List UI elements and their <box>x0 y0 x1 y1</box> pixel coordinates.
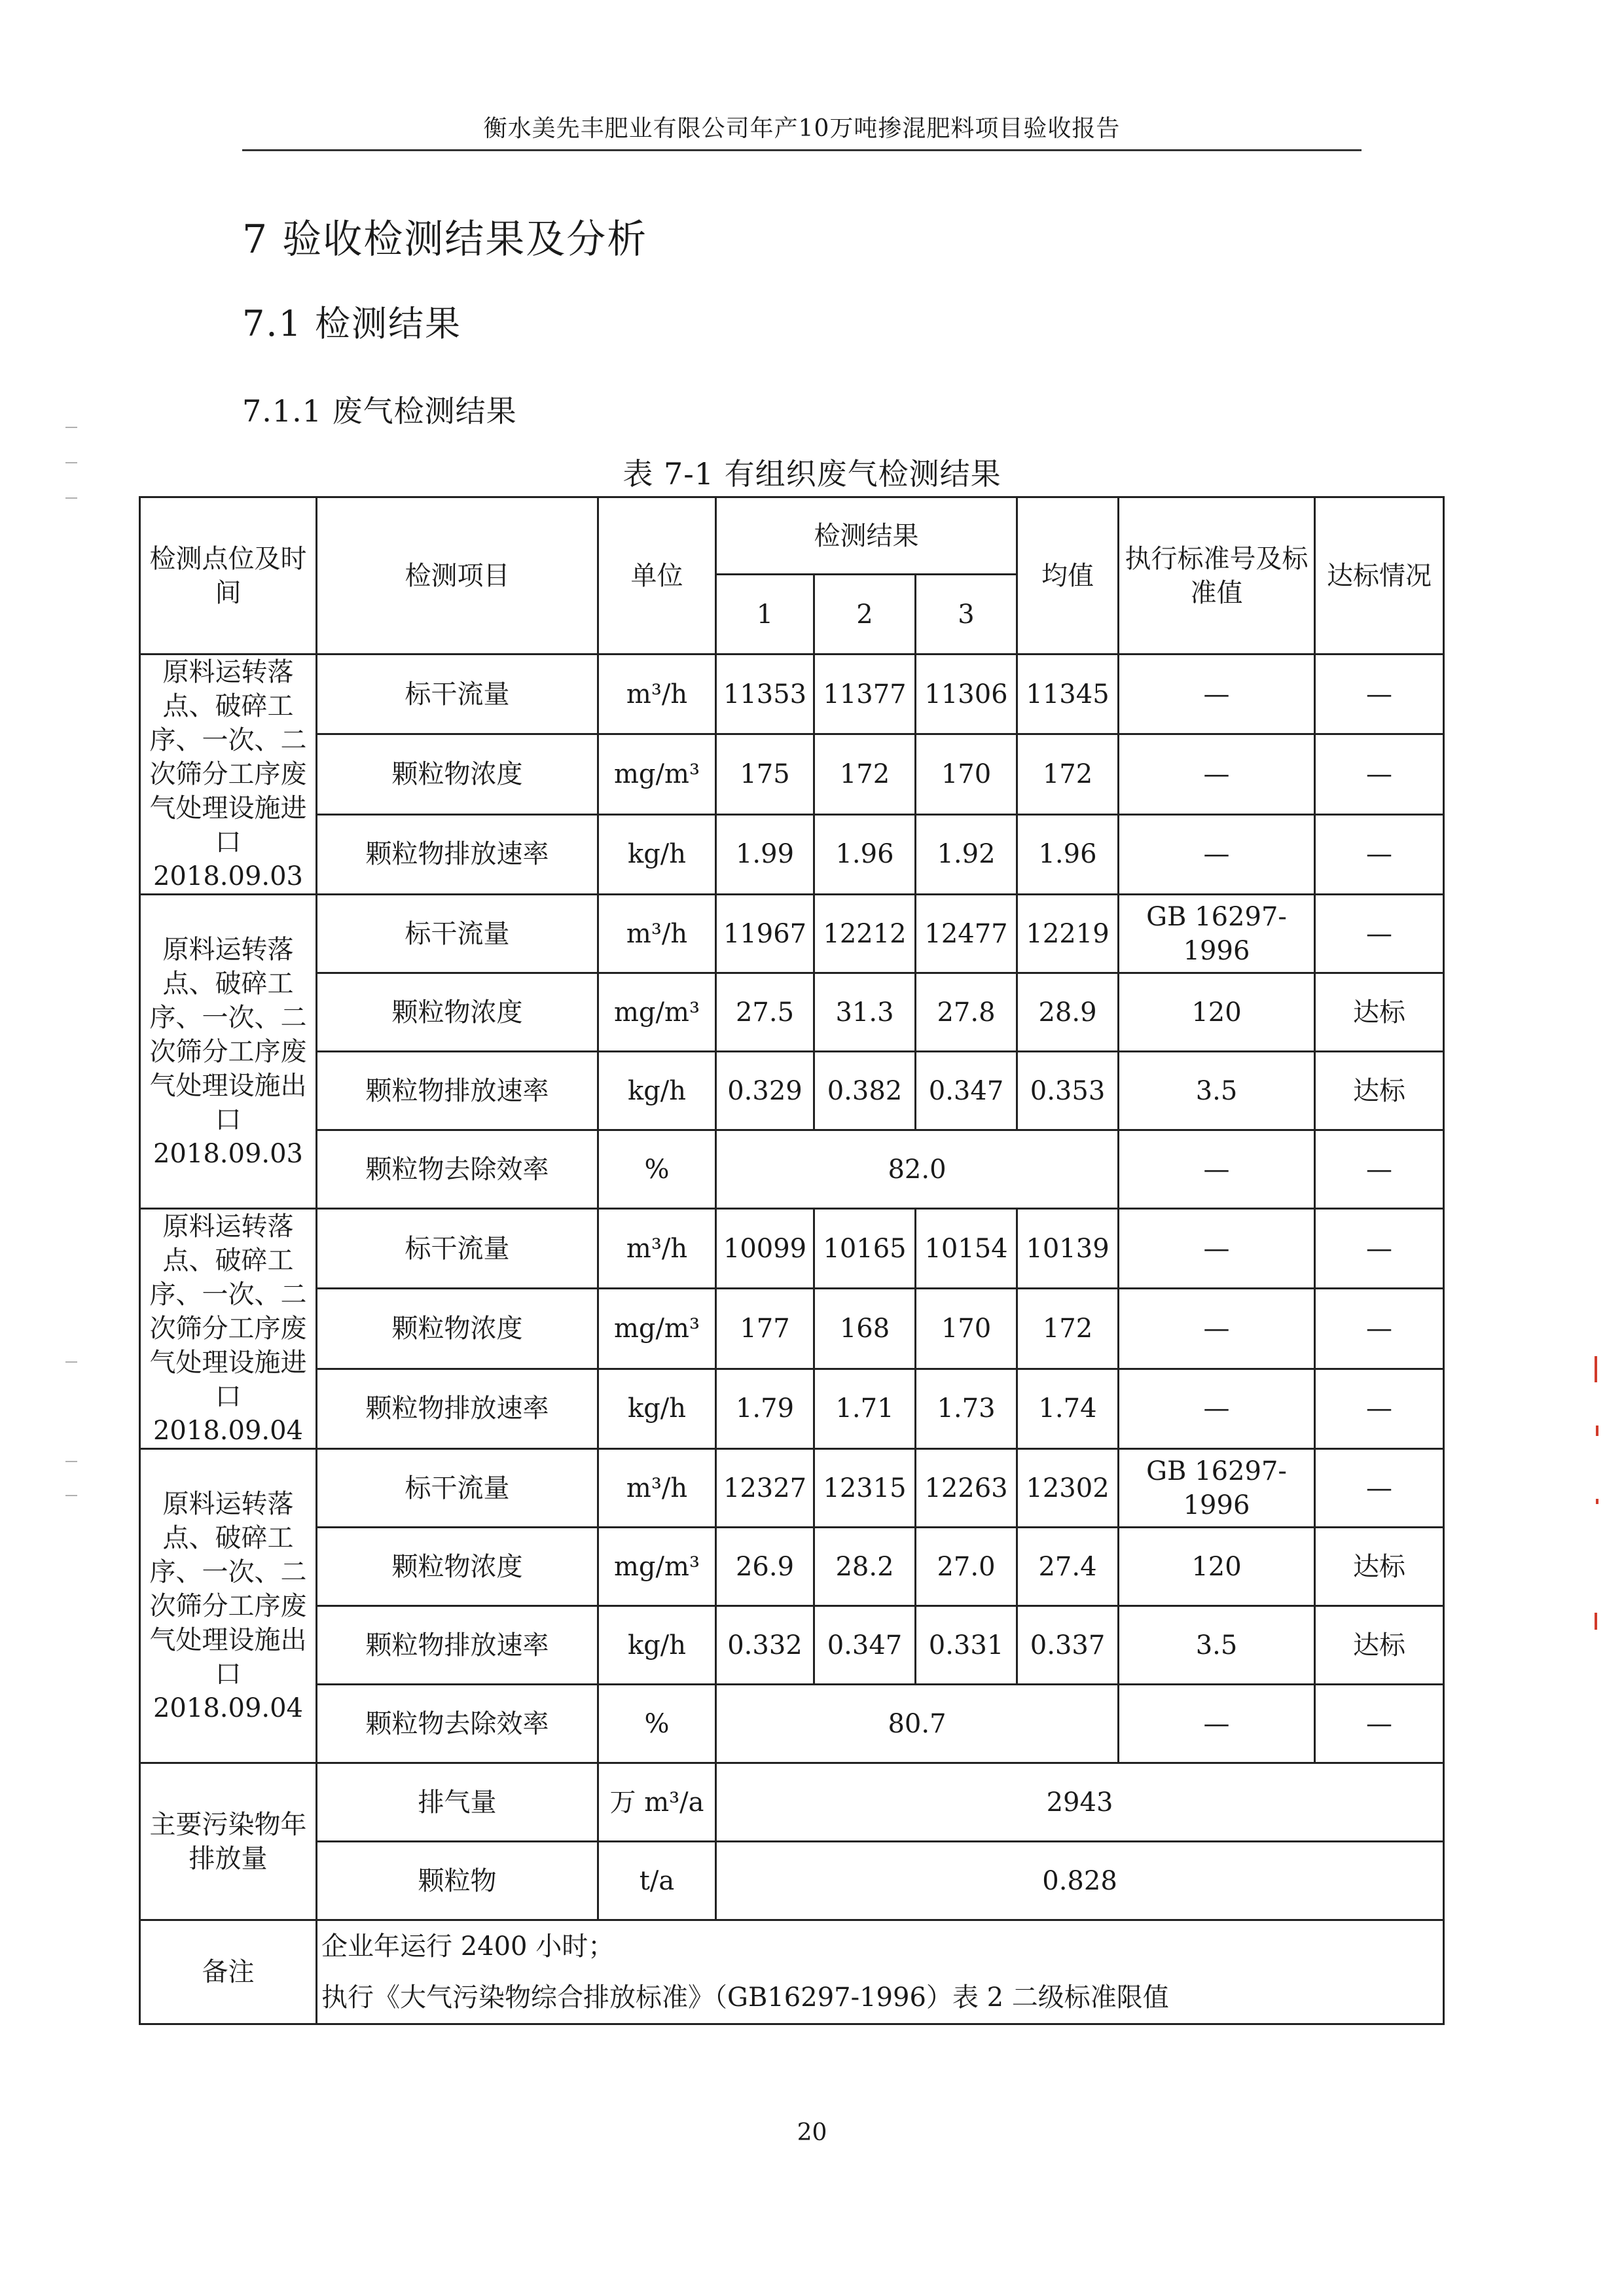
unit-cell: m³/h <box>598 1449 716 1528</box>
status-cell: — <box>1315 1130 1444 1209</box>
standard-cell: GB 16297-1996 <box>1119 1449 1315 1528</box>
standard-cell: — <box>1119 814 1315 894</box>
value-cell: 175 <box>716 734 814 814</box>
item-cell: 标干流量 <box>317 1449 598 1528</box>
value-cell: 12263 <box>916 1449 1017 1528</box>
scan-edge-mark <box>65 1361 77 1363</box>
value-cell: 10154 <box>916 1209 1017 1289</box>
header-mean: 均值 <box>1017 497 1119 655</box>
status-cell: 达标 <box>1315 973 1444 1052</box>
status-cell: — <box>1315 1685 1444 1763</box>
value-cell: 1.96 <box>814 814 916 894</box>
value-cell: 11353 <box>716 655 814 734</box>
item-cell: 颗粒物浓度 <box>317 734 598 814</box>
value-cell: 12315 <box>814 1449 916 1528</box>
section-title: 7 验收检测结果及分析 <box>242 217 648 262</box>
table-row <box>140 1842 1444 1920</box>
emission-results-table <box>139 496 1445 2025</box>
value-cell: 172 <box>814 734 916 814</box>
header-run-3: 3 <box>916 575 1017 655</box>
value-cell: 0.331 <box>916 1606 1017 1685</box>
standard-cell: — <box>1119 734 1315 814</box>
note-label-cell: 备注 <box>140 1920 317 2024</box>
efficiency-value-cell: 82.0 <box>716 1130 1119 1209</box>
status-cell: — <box>1315 734 1444 814</box>
page-number: 20 <box>797 2119 827 2146</box>
mean-cell: 11345 <box>1017 655 1119 734</box>
running-header: 衡水美先丰肥业有限公司年产10万吨掺混肥料项目验收报告 <box>483 115 1121 142</box>
note-content-cell <box>317 1920 1444 2024</box>
location-cell: 原料运转落点、破碎工序、一次、二次筛分工序废气处理设施进口2018.09.03 <box>140 655 317 895</box>
status-cell: — <box>1315 655 1444 734</box>
efficiency-value-cell: 80.7 <box>716 1685 1119 1763</box>
unit-cell: t/a <box>598 1842 716 1920</box>
table-row <box>140 1763 1444 1842</box>
standard-cell: 3.5 <box>1119 1052 1315 1130</box>
table-row <box>140 1528 1444 1606</box>
scan-artifact-mark <box>1596 1499 1598 1504</box>
value-cell: 31.3 <box>814 973 916 1052</box>
standard-cell: 120 <box>1119 1528 1315 1606</box>
status-cell: — <box>1315 895 1444 973</box>
value-cell: 0.347 <box>814 1606 916 1685</box>
header-unit: 单位 <box>598 497 716 655</box>
standard-cell: — <box>1119 655 1315 734</box>
value-cell: 170 <box>916 1289 1017 1369</box>
header-results: 检测结果 <box>716 497 1017 575</box>
table-row <box>140 655 1444 734</box>
unit-cell: kg/h <box>598 1606 716 1685</box>
mean-cell: 10139 <box>1017 1209 1119 1289</box>
scan-edge-mark <box>65 427 77 428</box>
value-cell: 11306 <box>916 655 1017 734</box>
scan-edge-mark <box>65 497 77 499</box>
standard-cell: 3.5 <box>1119 1606 1315 1685</box>
item-cell: 颗粒物浓度 <box>317 1528 598 1606</box>
value-cell: 168 <box>814 1289 916 1369</box>
item-cell: 颗粒物排放速率 <box>317 1052 598 1130</box>
standard-cell: — <box>1119 1209 1315 1289</box>
value-cell: 27.5 <box>716 973 814 1052</box>
annual-label-cell: 主要污染物年排放量 <box>140 1763 317 1920</box>
table-note-row <box>140 1920 1444 2024</box>
value-cell: 12477 <box>916 895 1017 973</box>
table-row <box>140 1685 1444 1763</box>
status-cell: — <box>1315 1209 1444 1289</box>
unit-cell: 万 m³/a <box>598 1763 716 1842</box>
scan-edge-mark <box>65 1461 77 1462</box>
table-caption: 表 7-1 有组织废气检测结果 <box>623 456 1001 492</box>
value-cell: 0.332 <box>716 1606 814 1685</box>
unit-cell: mg/m³ <box>598 734 716 814</box>
unit-cell: % <box>598 1130 716 1209</box>
value-cell: 11967 <box>716 895 814 973</box>
mean-cell: 28.9 <box>1017 973 1119 1052</box>
scan-artifact-mark <box>1596 1426 1598 1436</box>
table-header-row <box>140 497 1444 575</box>
unit-cell: % <box>598 1685 716 1763</box>
mean-cell: 172 <box>1017 734 1119 814</box>
item-cell: 标干流量 <box>317 655 598 734</box>
table-row <box>140 895 1444 973</box>
standard-cell: 120 <box>1119 973 1315 1052</box>
status-cell: — <box>1315 1369 1444 1448</box>
status-cell: — <box>1315 814 1444 894</box>
location-cell: 原料运转落点、破碎工序、一次、二次筛分工序废气处理设施进口2018.09.04 <box>140 1209 317 1449</box>
standard-cell: — <box>1119 1289 1315 1369</box>
value-cell: 0.347 <box>916 1052 1017 1130</box>
mean-cell: 12302 <box>1017 1449 1119 1528</box>
header-standard: 执行标准号及标准值 <box>1119 497 1315 655</box>
value-cell: 0.382 <box>814 1052 916 1130</box>
item-cell: 颗粒物去除效率 <box>317 1130 598 1209</box>
note-line: 执行《大气污染物综合排放标准》（GB16297-1996）表 2 二级标准限值 <box>321 1982 1169 2013</box>
unit-cell: kg/h <box>598 1052 716 1130</box>
mean-cell: 0.337 <box>1017 1606 1119 1685</box>
value-cell: 1.79 <box>716 1369 814 1448</box>
location-cell: 原料运转落点、破碎工序、一次、二次筛分工序废气处理设施出口2018.09.04 <box>140 1449 317 1763</box>
header-compliance: 达标情况 <box>1315 497 1444 655</box>
status-cell: 达标 <box>1315 1606 1444 1685</box>
unit-cell: m³/h <box>598 655 716 734</box>
status-cell: — <box>1315 1449 1444 1528</box>
unit-cell: kg/h <box>598 814 716 894</box>
standard-cell: GB 16297-1996 <box>1119 895 1315 973</box>
value-cell: 170 <box>916 734 1017 814</box>
standard-cell: — <box>1119 1130 1315 1209</box>
value-cell: 0.329 <box>716 1052 814 1130</box>
value-cell: 177 <box>716 1289 814 1369</box>
scan-artifact-mark <box>1595 1613 1597 1630</box>
mean-cell: 12219 <box>1017 895 1119 973</box>
item-cell: 颗粒物 <box>317 1842 598 1920</box>
table-row <box>140 1130 1444 1209</box>
unit-cell: mg/m³ <box>598 1528 716 1606</box>
item-cell: 颗粒物排放速率 <box>317 1606 598 1685</box>
item-cell: 标干流量 <box>317 895 598 973</box>
item-cell: 颗粒物排放速率 <box>317 1369 598 1448</box>
note-line: 企业年运行 2400 小时； <box>321 1931 615 1962</box>
unit-cell: kg/h <box>598 1369 716 1448</box>
mean-cell: 1.96 <box>1017 814 1119 894</box>
unit-cell: m³/h <box>598 1209 716 1289</box>
table-row <box>140 1449 1444 1528</box>
table-row <box>140 814 1444 894</box>
unit-cell: mg/m³ <box>598 973 716 1052</box>
scan-edge-mark <box>65 462 77 463</box>
value-cell: 1.71 <box>814 1369 916 1448</box>
table-row <box>140 973 1444 1052</box>
subsubsection-title: 7.1.1 废气检测结果 <box>242 393 517 429</box>
value-cell: 10165 <box>814 1209 916 1289</box>
value-cell: 26.9 <box>716 1528 814 1606</box>
mean-cell: 0.353 <box>1017 1052 1119 1130</box>
item-cell: 颗粒物浓度 <box>317 973 598 1052</box>
value-cell: 11377 <box>814 655 916 734</box>
value-cell: 1.92 <box>916 814 1017 894</box>
value-cell: 12212 <box>814 895 916 973</box>
header-item: 检测项目 <box>317 497 598 655</box>
status-cell: 达标 <box>1315 1528 1444 1606</box>
item-cell: 排气量 <box>317 1763 598 1842</box>
status-cell: 达标 <box>1315 1052 1444 1130</box>
mean-cell: 172 <box>1017 1289 1119 1369</box>
status-cell: — <box>1315 1289 1444 1369</box>
table-row <box>140 1209 1444 1289</box>
header-run-1: 1 <box>716 575 814 655</box>
value-cell: 10099 <box>716 1209 814 1289</box>
table-row <box>140 1289 1444 1369</box>
unit-cell: m³/h <box>598 895 716 973</box>
header-rule <box>242 149 1362 151</box>
value-cell: 27.0 <box>916 1528 1017 1606</box>
table-row <box>140 734 1444 814</box>
value-cell: 28.2 <box>814 1528 916 1606</box>
item-cell: 标干流量 <box>317 1209 598 1289</box>
table-row <box>140 1052 1444 1130</box>
table-row <box>140 1606 1444 1685</box>
unit-cell: mg/m³ <box>598 1289 716 1369</box>
header-point: 检测点位及时间 <box>140 497 317 655</box>
value-cell: 27.8 <box>916 973 1017 1052</box>
header-run-2: 2 <box>814 575 916 655</box>
value-cell: 12327 <box>716 1449 814 1528</box>
table-row <box>140 1369 1444 1448</box>
scan-edge-mark <box>65 1495 77 1496</box>
item-cell: 颗粒物排放速率 <box>317 814 598 894</box>
value-cell: 1.99 <box>716 814 814 894</box>
standard-cell: — <box>1119 1369 1315 1448</box>
location-cell: 原料运转落点、破碎工序、一次、二次筛分工序废气处理设施出口2018.09.03 <box>140 895 317 1209</box>
annual-value-cell: 0.828 <box>716 1842 1444 1920</box>
item-cell: 颗粒物去除效率 <box>317 1685 598 1763</box>
mean-cell: 1.74 <box>1017 1369 1119 1448</box>
item-cell: 颗粒物浓度 <box>317 1289 598 1369</box>
subsection-title: 7.1 检测结果 <box>242 303 462 344</box>
standard-cell: — <box>1119 1685 1315 1763</box>
scan-artifact-mark <box>1595 1356 1597 1382</box>
mean-cell: 27.4 <box>1017 1528 1119 1606</box>
annual-value-cell: 2943 <box>716 1763 1444 1842</box>
value-cell: 1.73 <box>916 1369 1017 1448</box>
